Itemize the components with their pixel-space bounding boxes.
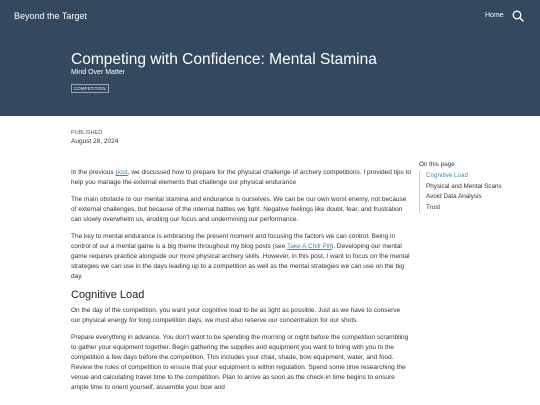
toc-item-cognitive-load[interactable]: Cognitive Load (426, 172, 469, 179)
article-paragraph: In the previous post, we discussed how to prepare for the physical challenge of archery competitions. I provided tips to help you manage the external elements that challenge our physical endurance (71, 169, 412, 186)
toc-item-avoid-data-analysis[interactable]: Avoid Data Analysis (426, 193, 482, 200)
page-title: Competing with Confidence: Mental Stamina (71, 51, 377, 68)
category-tag[interactable]: COMPETITION (71, 84, 109, 93)
previous-post-link[interactable]: post (115, 169, 128, 176)
table-of-contents (419, 161, 529, 213)
page-subtitle: Mind Over Matter (71, 69, 126, 76)
toc-item-physical-mental-scans[interactable]: Physical and Mental Scans (426, 182, 502, 190)
take-a-chill-pill-link[interactable]: Take A Chill Pill (286, 243, 332, 250)
article-paragraph: The key to mental endurance is embracing the present moment and focusing the factors we can control. Being in control of our a mental game is a big theme throughout my blog posts (see Take A Chill Pill). Developing our mental game requires practice alongside our more physical archery skills. However, in this post, I want to focus on the mental strategies we can use in the days leading up to a competition as well as the mental strategies we can use on the big day. (71, 233, 410, 280)
nav-home-link[interactable]: Home (485, 12, 504, 19)
article-paragraph: The main obstacle to our mental stamina and endurance is ourselves. We can be our own worst enemy, not because of external challenges, but because of the internal battles we fight. Negative feelings like doubt, fear, and frustration can slowly overwhelm us, eroding our focus and undermining our performance. (71, 196, 407, 223)
article-paragraph: On the day of the competition, you want your cognitive load to be as light as possible. Just as we have to conserve our physical energy for long competition days, we must also reserve our concentration for our shots. (71, 307, 401, 324)
section-heading-cognitive-load: Cognitive Load (71, 289, 145, 301)
article-paragraph: Prepare everything in advance. You don't want to be spending the morning or night before the competition scrambling to gather your equipment together. Begin gathering the supplies and equipment you want to bring with you to the competition a few days before the competition. This includes your chair, shade, bow equipment, water, and food. Review the rules of competition to ensure that your equipment is within regulation. Spend some time researching the venue and calculating travel time to the competition. Plan to arrive as soon as the check-in time begins to ensure ample time to orient yourself, assemble your bow and (71, 334, 409, 391)
published-label: PUBLISHED (71, 130, 103, 136)
toc-title: On this page (419, 161, 455, 168)
toc-item-trust[interactable]: Trust (426, 203, 441, 211)
toc-list (419, 171, 529, 213)
hero-banner (0, 0, 540, 116)
published-date: August 28, 2024 (71, 138, 119, 145)
search-icon[interactable] (512, 10, 524, 22)
article-body (71, 168, 411, 400)
site-title[interactable]: Beyond the Target (14, 11, 87, 21)
